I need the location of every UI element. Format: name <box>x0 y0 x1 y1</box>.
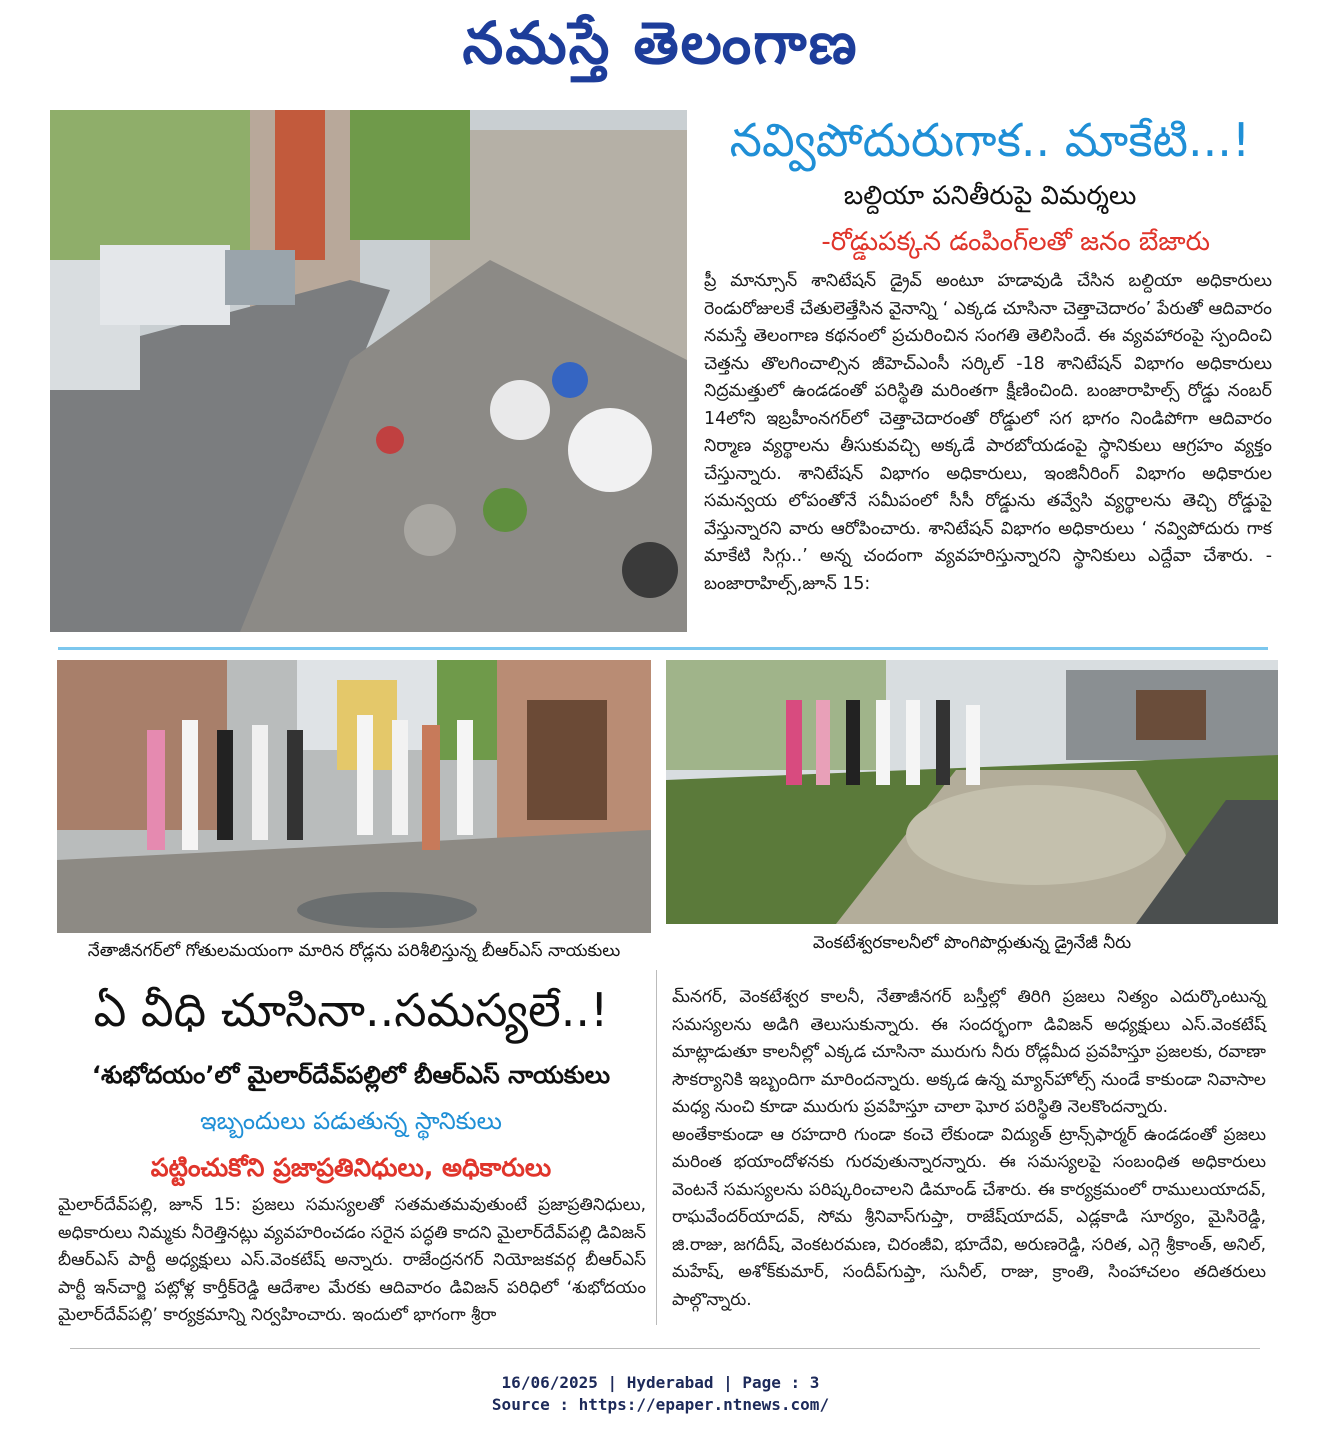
drainage-water-photo <box>666 660 1278 924</box>
story2-body-left: మైలార్‌దేవ్‌పల్లి, జూన్ 15: ప్రజలు సమస్యలతో సతమతమవుతుంటే ప్రజాప్రతినిధులు, అధికారులు నిమ్మకు నీరెత్తినట్లు వ్యవహరించడం సరైన పద్ధతి కాదని మైలార్‌దేవ్‌పల్లి డివిజన్ బీఆర్ఎస్ పార్టీ అధ్యక్షులు ఎస్.వెంకటేష్ అన్నారు. రాజేంద్రనగర్ నియోజకవర్గ బీఆర్ఎస్ పార్టీ ఇన్‌చార్జి పట్లోళ్ల కార్తీక్‌రెడ్డి ఆదేశాల మేరకు ఆదివారం డివిజన్ పరిధిలో ‘శుభోదయం మైలార్‌దేవ్‌పల్లి’ కార్యక్రమాన్ని నిర్వహించారు. ఇందులో భాగంగా శ్రీరా <box>58 1195 646 1325</box>
story2-kicker-blue: ఇబ్బందులు పడుతున్న స్థానికులు <box>200 1107 502 1135</box>
column-divider <box>656 970 657 1325</box>
story2-body-right <box>672 984 1266 1314</box>
garbage-road-photo <box>50 110 687 632</box>
story2-body-right-paragraph-2: అంతేకాకుండా ఆ రహదారి గుండా కంచె లేకుండా విద్యుత్ ట్రాన్స్‌ఫార్మర్ ఉండడంతో ప్రజలు మరింత భయాందోళనకు గురవుతున్నారన్నారు. ఈ సమస్యలపై సంబంధిత అధికారులు వెంటనే సమస్యలను పరిష్కరించాలని డిమాండ్ చేశారు. ఈ కార్యక్రమంలో రాములుయాదవ్, రాఘవేందర్‌యాదవ్, సోమ శ్రీనివాస్‌గుప్తా, రాజేష్‌యాదవ్, ఎడ్లకాడి సూర్యం, మైసిరెడ్డి, జి.రాజు, జగదీష్, వెంకటరమణ, చిరంజీవి, భూదేవి, అరుణరెడ్డి, సరిత, ఎగ్గె శ్రీకాంత్, అనిల్, మహేష్, అశోక్‌కుమార్, సందీప్‌గుప్తా, సునీల్, రాజు, క్రాంతి, సింహాచలం తదితరులు పాల్గొన్నారు. <box>672 1124 1266 1310</box>
footer-divider <box>70 1348 1260 1349</box>
page-footer <box>0 1372 1321 1416</box>
story2-subhead: ‘శుభోదయం’లో మైలార్‌దేవ్‌పల్లిలో బీఆర్ఎస్ నాయకులు <box>91 1061 611 1089</box>
footer-date-line: 16/06/2025 | Hyderabad | Page : 3 <box>501 1373 820 1392</box>
story1-kicker: -రోడ్డుపక్కన డంపింగ్‌లతో జనం బేజారు <box>821 227 1210 257</box>
leaders-inspection-photo <box>57 660 651 933</box>
footer-source-line: Source : https://epaper.ntnews.com/ <box>491 1395 830 1414</box>
story2-headline: ఏ వీధి చూసినా..సమస్యలే..! <box>93 983 609 1037</box>
story1-subhead: బల్దియా పనితీరుపై విమర్శలు <box>843 181 1137 211</box>
masthead-title: నమస్తే తెలంగాణ <box>462 9 859 77</box>
section-divider <box>58 647 1268 650</box>
story2-kicker-red: పట్టించుకోని ప్రజాప్రతినిధులు, అధికారులు <box>150 1153 552 1182</box>
right-photo-caption: వెంకటేశ్వరకాలనీలో పొంగిపొర్లుతున్న డ్రైనేజీ నీరు <box>812 933 1132 953</box>
story1-headline: నవ్విపోదురుగాక.. మాకేటి...! <box>729 113 1251 167</box>
story1-body: ప్రీ మాన్సూన్ శానిటేషన్ డ్రైవ్ అంటూ హడావుడి చేసిన బల్దియా అధికారులు రెండురోజులకే చేతులెత్తేసిన వైనాన్ని ‘ ఎక్కడ చూసినా చెత్తాచెదారం’ పేరుతో ఆదివారం నమస్తే తెలంగాణ కథనంలో ప్రచురించిన సంగతి తెలిసిందే. ఈ వ్యవహారంపై స్పందించి చెత్తను తొలగించాల్సిన జీహెచ్ఎంసీ సర్కిల్ -18 శానిటేషన్ విభాగం అధికారులు నిద్రమత్తులో ఉండడంతో పరిస్థితి మరింతగా క్షీణించింది. బంజారాహిల్స్ రోడ్డు నంబర్ 14లోని ఇబ్రహీంనగర్‌లో చెత్తాచెదారంతో రోడ్డులో సగ భాగం నిండిపోగా ఆదివారం నిర్మాణ వ్యర్థాలను తీసుకువచ్చి అక్కడే పారబోయడంపై స్థానికులు ఆగ్రహం వ్యక్తం చేస్తున్నారు. శానిటేషన్ విభాగం అధికారులు, ఇంజినీరింగ్ విభాగం అధికారుల సమన్వయ లోపంతోనే సమీపంలో సీసీ రోడ్డును తవ్వేసి వ్యర్థాలను తెచ్చి రోడ్డుపై వేస్తున్నారని వారు ఆరోపించారు. శానిటేషన్ విభాగం అధికారులు ‘ నవ్విపోదురు గాక మాకేటి సిగ్గు..’ అన్న చందంగా వ్యవహరిస్తున్నారని స్థానికులు ఎద్దేవా చేశారు. - బంజారాహిల్స్,జూన్ 15: <box>704 271 1272 594</box>
left-photo-caption: నేతాజీనగర్‌లో గోతులమయంగా మారిన రోడ్లను పరిశీలిస్తున్న బీఆర్ఎస్ నాయకులు <box>87 941 621 961</box>
story2-body-right-paragraph-1: మ్‌నగర్, వెంకటేశ్వర కాలనీ, నేతాజీనగర్ బస్తీల్లో తిరిగి ప్రజలు నిత్యం ఎదుర్కొంటున్న సమస్యలను అడిగి తెలుసుకున్నారు. ఈ సందర్భంగా డివిజన్ అధ్యక్షులు ఎస్.వెంకటేష్ మాట్లాడుతూ కాలనీల్లో ఎక్కడ చూసినా మురుగు నీరు రోడ్లమీద ప్రవహిస్తూ ప్రజలకు, రవాణా సౌకర్యానికి ఇబ్బందిగా మారిందన్నారు. అక్కడ ఉన్న మ్యాన్‌హోల్స్ నుండే కాకుండా నివాసాల మధ్య నుంచి కూడా మురుగు ప్రవహిస్తూ చాలా ఘోర పరిస్థితి నెలకొందన్నారు. <box>672 987 1266 1117</box>
